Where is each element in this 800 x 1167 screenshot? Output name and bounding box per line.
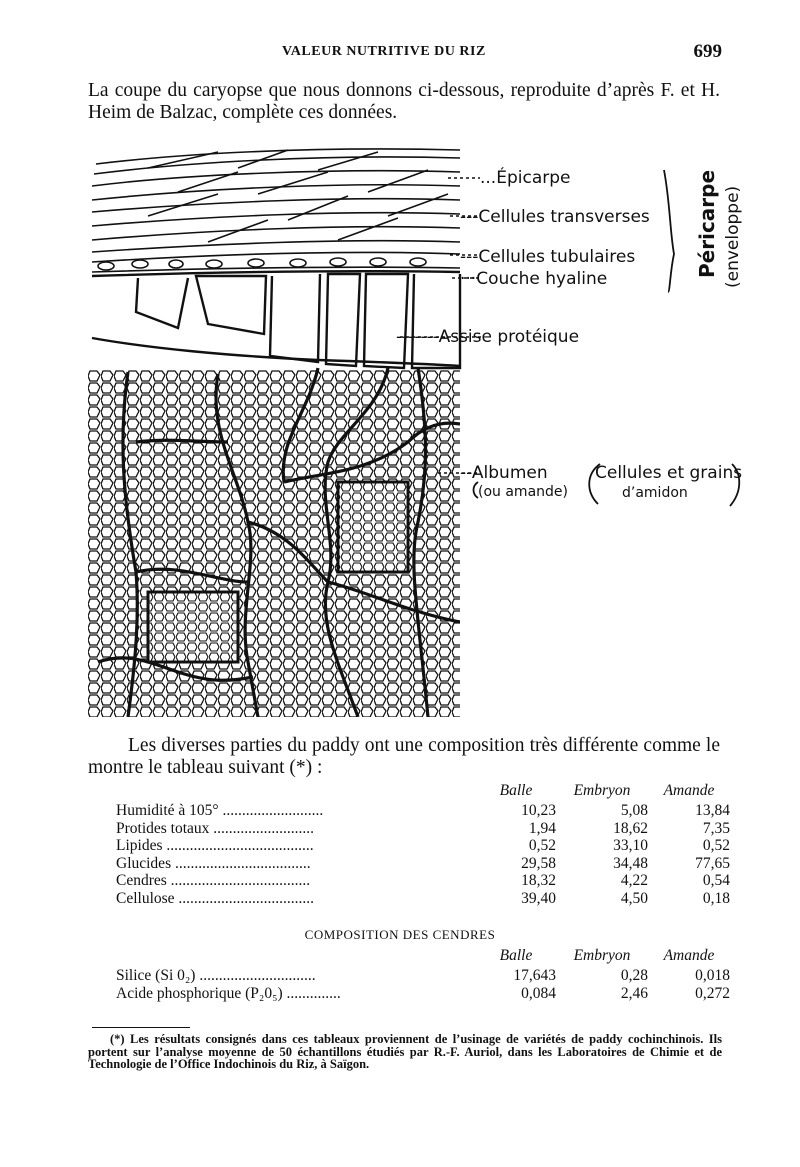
cell-embryon: 5,08 — [620, 802, 648, 819]
cell-embryon: 4,22 — [620, 872, 648, 890]
table-row — [116, 967, 730, 985]
table-row — [116, 855, 730, 873]
row-label: Acide phosphorique (P₂0₅) .............. — [116, 984, 341, 1002]
table-row — [116, 985, 730, 1003]
cell-balle: 1,94 — [528, 819, 556, 837]
footnote: (*) Les résultats consignés dans ces tableaux proviennent de l’usinage de variétés de paddy cochinchinois. Ils portent sur l’analyse moyenne de 50 échantillons étudiés par R.-F. Auriol, dans les Laboratoires de Chimie et de Technologie de l’Office Indochinois du Riz, à Saïgon. — [88, 1032, 722, 1072]
cell-embryon: 0,28 — [620, 967, 648, 984]
table-row — [116, 837, 730, 855]
composition-table — [116, 780, 730, 908]
label-cellules-tubulaires: ---Cellules tubulaires — [460, 247, 636, 267]
label-epicarpe: ...Épicarpe — [480, 168, 571, 188]
label-ou-amande: (ou amande) — [478, 484, 568, 500]
cell-balle: 39,40 — [521, 889, 556, 907]
pericarp-drawing — [92, 149, 460, 262]
cell-balle: 0,52 — [528, 837, 556, 855]
label-enveloppe: (enveloppe) — [723, 185, 743, 288]
label-assise-proteique: -------Assise protéique — [396, 327, 580, 347]
table-header-blank — [116, 945, 476, 967]
table-row — [116, 802, 730, 820]
table-row — [116, 872, 730, 890]
cell-embryon: 2,46 — [620, 984, 648, 1002]
running-head — [0, 41, 800, 68]
label-d-amidon: d’amidon — [622, 485, 688, 501]
aleurone-layer — [92, 271, 460, 368]
row-label: Cellulose ................................... — [116, 889, 315, 907]
intro-paragraph: La coupe du caryopse que nous donnons ci-dessous, reproduite d’après F. et H. Heim de Balzac, complète ces données. — [88, 80, 720, 123]
cell-balle: 29,58 — [521, 854, 556, 872]
table-header-amande: Amande — [663, 947, 715, 965]
table-row — [116, 820, 730, 838]
row-label: Lipides ...................................... — [116, 837, 314, 855]
cell-amande: 0,018 — [695, 967, 730, 984]
label-pericarpe: Péricarpe — [695, 169, 719, 278]
footnote-rule — [92, 1027, 190, 1028]
composition-paragraph: Les diverses parties du paddy ont une composition très différente comme le montre le tableau suivant (*) : — [88, 735, 720, 778]
cell-amande: 13,84 — [695, 802, 730, 819]
cell-amande: 7,35 — [702, 819, 730, 837]
label-couche-hyaline: ···Couche hyaline — [460, 269, 608, 289]
row-label: Glucides ................................... — [116, 854, 311, 872]
cell-balle: 0,084 — [521, 984, 556, 1002]
section-title-cendres: COMPOSITION DES CENDRES — [304, 927, 496, 942]
running-title: VALEUR NUTRITIVE DU RIZ — [282, 44, 486, 59]
ash-composition-table — [116, 945, 730, 1002]
caryopsis-section-figure — [88, 142, 758, 717]
cell-balle: 10,23 — [521, 802, 556, 819]
label-cellules-transverses: ---Cellules transverses — [460, 207, 650, 227]
label-albumen: --Albumen — [460, 463, 548, 483]
cell-amande: 0,272 — [695, 984, 730, 1002]
row-label: Silice (Si 0₂) .............................. — [116, 967, 316, 984]
row-label: Protides totaux .......................... — [116, 819, 315, 837]
cell-embryon: 4,50 — [620, 889, 648, 907]
table-header-blank — [116, 780, 476, 802]
cell-embryon: 34,48 — [613, 854, 648, 872]
cell-balle: 17,643 — [513, 967, 556, 984]
table-header-balle: Balle — [499, 782, 533, 800]
page-number: 699 — [693, 41, 722, 62]
cell-amande: 0,54 — [702, 872, 730, 890]
figure-svg — [88, 142, 758, 717]
table-header-balle: Balle — [499, 947, 533, 965]
cell-embryon: 33,10 — [613, 837, 648, 855]
cell-amande: 0,52 — [702, 837, 730, 855]
cell-balle: 18,32 — [521, 872, 556, 890]
label-cellules-grains: Cellules et grains — [595, 463, 743, 483]
row-label: Humidité à 105° .......................... — [116, 802, 324, 819]
row-label: Cendres .................................... — [116, 872, 311, 890]
table-header-embryon: Embryon — [573, 782, 631, 800]
cell-embryon: 18,62 — [613, 819, 648, 837]
table-header-embryon: Embryon — [573, 947, 631, 965]
tubular-cells — [92, 258, 460, 272]
table-header-amande: Amande — [663, 782, 715, 800]
albumen-drawing — [88, 368, 460, 717]
table-row — [116, 890, 730, 908]
cell-amande: 0,18 — [702, 889, 730, 907]
cell-amande: 77,65 — [695, 854, 730, 872]
